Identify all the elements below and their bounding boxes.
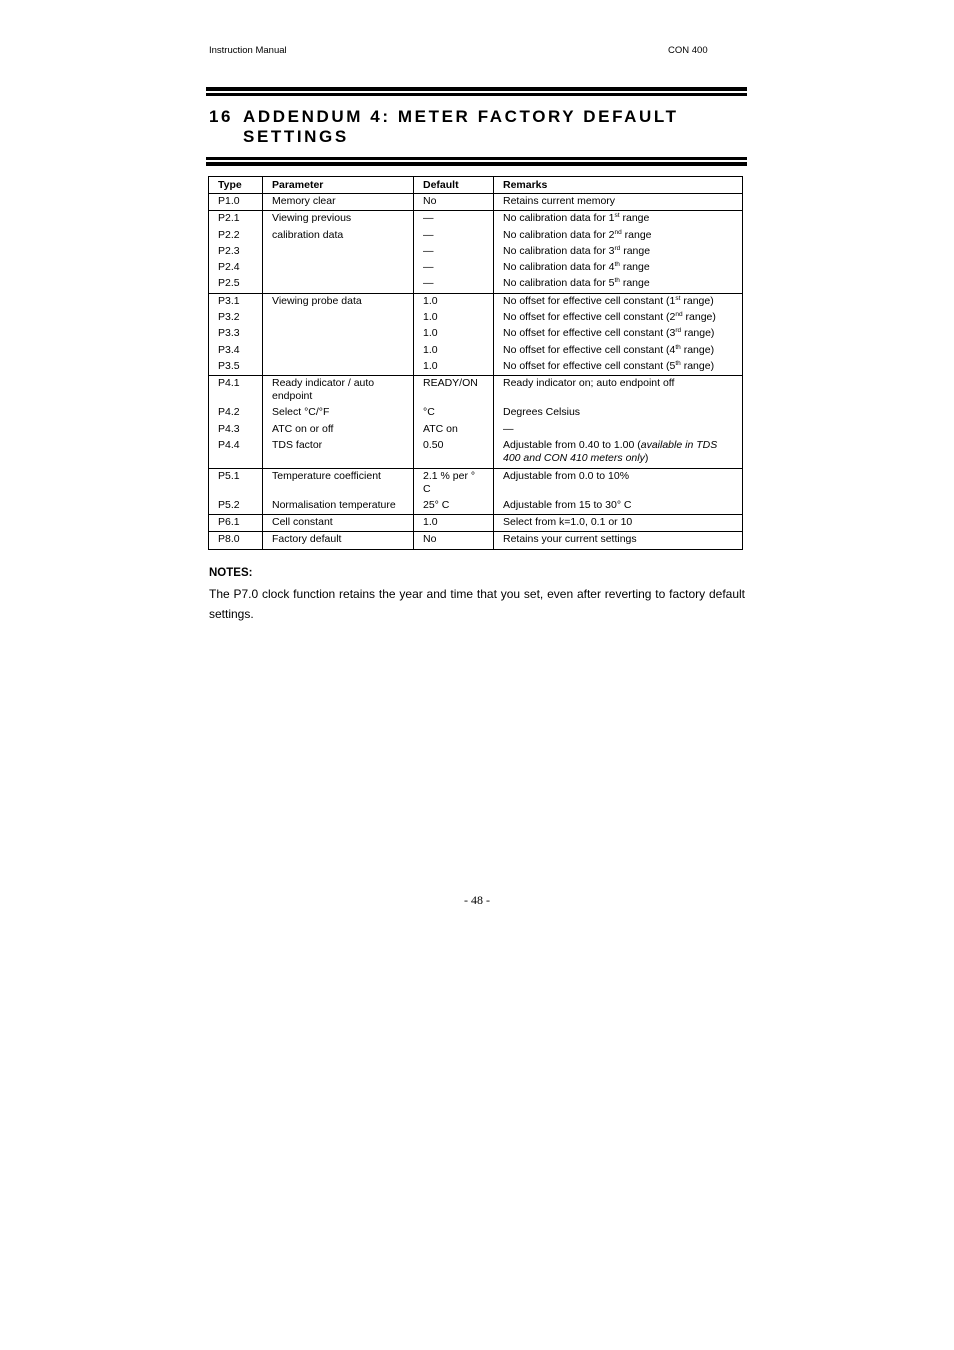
default-cell: 2.1 % per ° C — [423, 469, 476, 495]
default-cell: READY/ON — [423, 377, 478, 390]
notes-text: The P7.0 clock function retains the year and time that you set, even after reverting to factory default settings. — [209, 587, 745, 621]
default-cell: 1.0 — [423, 516, 438, 529]
type-cell: P2.2 — [218, 228, 240, 241]
factory-settings-table — [208, 176, 743, 550]
default-cell: 1.0 — [423, 359, 438, 372]
parameter-cell: Viewing probe data — [272, 294, 362, 307]
section-number: 16 — [209, 107, 234, 126]
type-cell: P5.1 — [218, 469, 240, 482]
remarks-cell: Degrees Celsius — [503, 406, 581, 419]
remarks-cell: — — [503, 422, 514, 435]
parameter-cell: TDS factor — [272, 438, 323, 451]
type-cell: P3.2 — [218, 311, 240, 324]
remarks-cell: No calibration data for 4th range — [503, 261, 650, 274]
type-cell: P3.4 — [218, 343, 240, 356]
parameter-cell: Normalisation temperature — [272, 498, 396, 511]
parameter-cell: Viewing previous — [272, 212, 352, 225]
parameter-cell: Select °C/°F — [272, 406, 330, 419]
table-row-group-p2 — [209, 211, 743, 293]
type-cell: P4.3 — [218, 422, 240, 435]
table-row-group-p3 — [209, 293, 743, 375]
remarks-cell: No calibration data for 2nd range — [503, 228, 652, 241]
type-cell: P5.2 — [218, 498, 240, 511]
parameter-cell: Factory default — [272, 533, 342, 546]
type-cell: P3.3 — [218, 327, 240, 340]
remarks-cell: No offset for effective cell constant (5th range) — [503, 359, 715, 372]
header-right: CON 400 — [668, 45, 708, 56]
table-row-group-p4 — [209, 376, 743, 469]
type-cell: P1.0 — [218, 195, 240, 207]
parameter-cell: Ready indicator / auto endpoint — [272, 377, 375, 403]
parameter-cell: Temperature coefficient — [272, 469, 381, 482]
default-cell: 25° C — [423, 498, 450, 511]
parameter-cell: Memory clear — [272, 195, 336, 207]
type-cell: P3.5 — [218, 359, 240, 372]
default-cell: 1.0 — [423, 343, 438, 356]
remarks-cell: Retains your current settings — [503, 533, 637, 546]
type-cell: P2.5 — [218, 277, 240, 290]
remarks-cell: No offset for effective cell constant (4th range) — [503, 343, 715, 356]
parameter-cell: calibration data — [272, 228, 344, 241]
parameter-cell: Cell constant — [272, 516, 333, 529]
type-cell: P2.1 — [218, 212, 240, 225]
top-thick-rule — [206, 87, 747, 91]
remarks-cell: No calibration data for 3rd range — [503, 244, 651, 257]
default-cell: 1.0 — [423, 311, 438, 324]
remarks-cell: No calibration data for 5th range — [503, 277, 650, 290]
header-left: Instruction Manual — [209, 45, 287, 56]
type-cell: P4.1 — [218, 377, 240, 390]
type-cell: P3.1 — [218, 294, 240, 307]
remarks-cell: No calibration data for 1st range — [503, 212, 650, 225]
page-number: - 48 - — [464, 893, 490, 907]
default-cell: 1.0 — [423, 294, 438, 307]
table-row-group-p5 — [209, 468, 743, 514]
default-cell: — — [423, 277, 434, 290]
type-cell: P6.1 — [218, 516, 240, 529]
default-cell: — — [423, 212, 434, 225]
default-cell: No — [423, 195, 437, 207]
default-cell: No — [423, 533, 437, 546]
remarks-cell: No offset for effective cell constant (3rd range) — [503, 327, 715, 340]
default-cell: °C — [423, 406, 435, 419]
parameter-cell: ATC on or off — [272, 422, 334, 435]
type-cell: P2.3 — [218, 244, 240, 257]
default-cell: ATC on — [423, 422, 458, 435]
remarks-cell: Adjustable from 0.0 to 10% — [503, 469, 630, 482]
column-header-default: Default — [414, 177, 494, 194]
type-cell: P4.4 — [218, 438, 240, 451]
top-thin-rule — [206, 93, 747, 96]
remarks-cell: Adjustable from 0.40 to 1.00 (available in TDS 400 and CON 410 meters only) — [503, 438, 718, 464]
type-cell: P2.4 — [218, 261, 240, 274]
default-cell: — — [423, 244, 434, 257]
bottom-thin-rule — [206, 157, 747, 160]
table-row — [209, 194, 743, 211]
remarks-cell: Retains current memory — [503, 195, 616, 207]
remarks-cell: Select from k=1.0, 0.1 or 10 — [503, 516, 633, 529]
bottom-thick-rule — [206, 162, 747, 166]
remarks-cell: Adjustable from 15 to 30° C — [503, 498, 632, 511]
notes-heading: NOTES: — [209, 567, 253, 579]
type-cell: P8.0 — [218, 533, 240, 546]
remarks-cell: No offset for effective cell constant (2nd range) — [503, 311, 716, 324]
column-header-type: Type — [209, 177, 263, 194]
column-header-remarks: Remarks — [494, 177, 743, 194]
default-cell: 0.50 — [423, 438, 444, 451]
table-row — [209, 515, 743, 532]
section-heading: ADDENDUM 4: METER FACTORY DEFAULT SETTINGS — [243, 107, 679, 146]
remarks-cell: Ready indicator on; auto endpoint off — [503, 377, 675, 390]
default-cell: 1.0 — [423, 327, 438, 340]
default-cell: — — [423, 228, 434, 241]
table-header-row — [209, 177, 743, 194]
default-cell: — — [423, 261, 434, 274]
remarks-cell: No offset for effective cell constant (1st range) — [503, 294, 714, 307]
type-cell: P4.2 — [218, 406, 240, 419]
column-header-parameter: Parameter — [263, 177, 414, 194]
table-row — [209, 532, 743, 549]
